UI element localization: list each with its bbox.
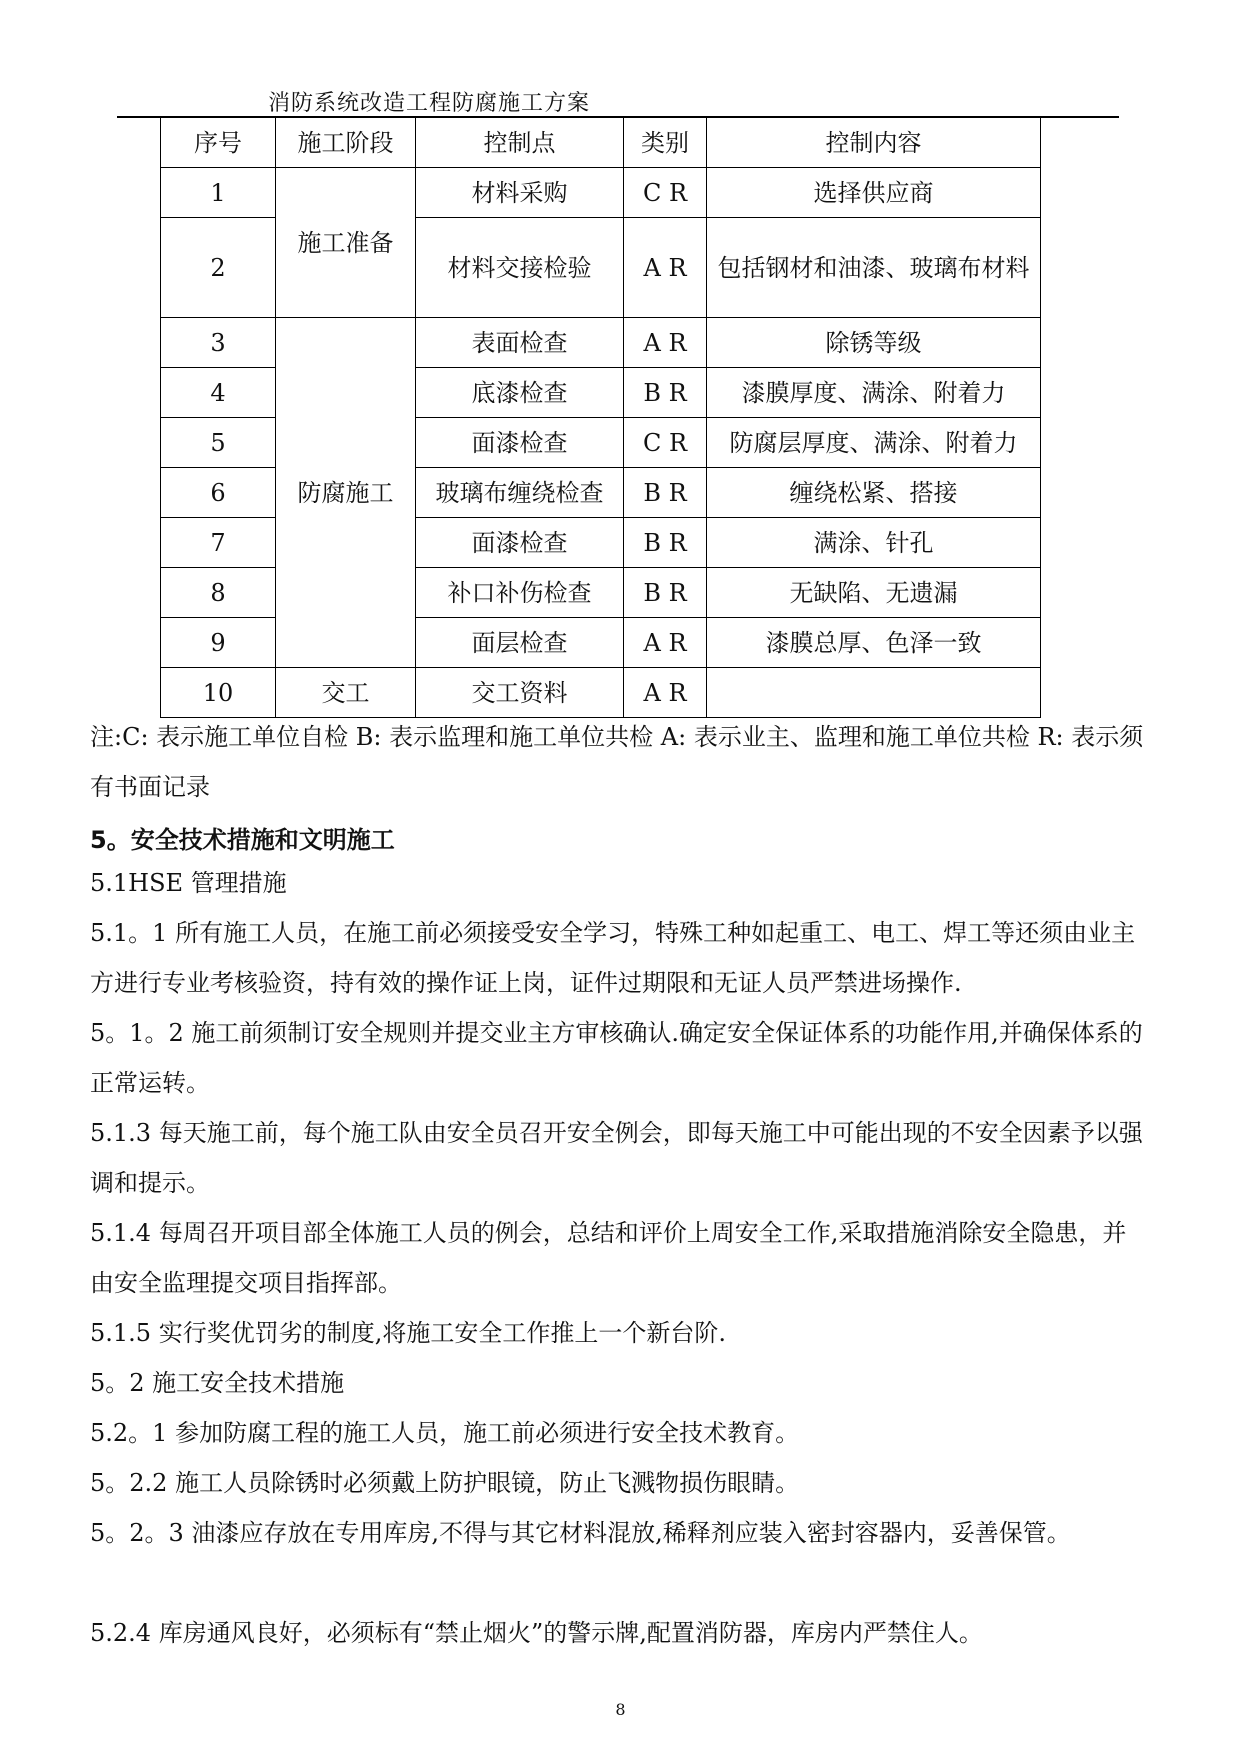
cell-category: B R [624, 468, 707, 518]
cell-no: 1 [161, 168, 276, 218]
cell-category: C R [624, 168, 707, 218]
cell-point: 补口补伤检查 [416, 568, 624, 618]
section-heading: 5。安全技术措施和文明施工 [90, 826, 395, 854]
cell-content [707, 668, 1041, 718]
page-header-title: 消防系统改造工程防腐施工方案 [268, 91, 591, 116]
paragraph-5-2-4: 5.2.4 库房通风良好，必须标有“禁止烟火”的警示牌,配置消防器，库房内严禁住人。 [90, 1619, 983, 1647]
cell-no: 3 [161, 318, 276, 368]
cell-point: 面层检查 [416, 618, 624, 668]
col-header-no: 序号 [161, 118, 276, 168]
control-table [160, 117, 1041, 718]
col-header-point: 控制点 [416, 118, 624, 168]
cell-no: 5 [161, 418, 276, 468]
cell-content: 除锈等级 [707, 318, 1041, 368]
cell-content: 满涂、针孔 [707, 518, 1041, 568]
paragraph-5-2-3: 5。2。3 油漆应存放在专用库房,不得与其它材料混放,稀释剂应装入密封容器内，妥善保管。 [90, 1519, 1071, 1547]
cell-no: 8 [161, 568, 276, 618]
cell-content: 无缺陷、无遗漏 [707, 568, 1041, 618]
cell-category: B R [624, 518, 707, 568]
cell-category: B R [624, 368, 707, 418]
col-header-content: 控制内容 [707, 118, 1041, 168]
subsection-5-2: 5。2 施工安全技术措施 [90, 1369, 345, 1397]
paragraph-5-1-4: 5.1.4 每周召开项目部全体施工人员的例会，总结和评价上周安全工作,采取措施消除安全隐患，并由安全监理提交项目指挥部。 [90, 1219, 1127, 1297]
cell-stage-prep: 施工准备 [276, 168, 416, 318]
page-number: 8 [615, 1700, 626, 1719]
cell-no: 10 [161, 668, 276, 718]
cell-point: 面漆检查 [416, 518, 624, 568]
table-note: 注:C: 表示施工单位自检 B: 表示监理和施工单位共检 A: 表示业主、监理和施工单位共检 R: 表示须有书面记录 [90, 723, 1144, 801]
cell-point: 材料采购 [416, 168, 624, 218]
cell-point: 面漆检查 [416, 418, 624, 468]
table-row [161, 168, 1041, 218]
cell-no: 6 [161, 468, 276, 518]
cell-no: 4 [161, 368, 276, 418]
cell-content: 缠绕松紧、搭接 [707, 468, 1041, 518]
cell-content: 选择供应商 [707, 168, 1041, 218]
table-row [161, 318, 1041, 368]
paragraph-5-1-3: 5.1.3 每天施工前，每个施工队由安全员召开安全例会，即每天施工中可能出现的不安全因素予以强调和提示。 [90, 1119, 1143, 1197]
paragraph-5-2-2: 5。2.2 施工人员除锈时必须戴上防护眼镜，防止飞溅物损伤眼睛。 [90, 1469, 800, 1497]
cell-no: 2 [161, 218, 276, 318]
paragraph-5-1-1: 5.1。1 所有施工人员，在施工前必须接受安全学习，特殊工种如起重工、电工、焊工等还须由业主方进行专业考核验资，持有效的操作证上岗，证件过期限和无证人员严禁进场操作. [90, 919, 1136, 997]
subsection-5-1: 5.1HSE 管理措施 [90, 869, 287, 897]
cell-no: 7 [161, 518, 276, 568]
cell-stage-anticorrosion: 防腐施工 [276, 318, 416, 668]
cell-content: 漆膜总厚、色泽一致 [707, 618, 1041, 668]
table-header-row [161, 118, 1041, 168]
cell-category: A R [624, 668, 707, 718]
cell-point: 表面检查 [416, 318, 624, 368]
cell-point: 底漆检查 [416, 368, 624, 418]
cell-point: 材料交接检验 [416, 218, 624, 318]
cell-stage-handover: 交工 [276, 668, 416, 718]
col-header-category: 类别 [624, 118, 707, 168]
cell-category: A R [624, 618, 707, 668]
paragraph-5-1-5: 5.1.5 实行奖优罚劣的制度,将施工安全工作推上一个新台阶. [90, 1319, 726, 1347]
cell-category: A R [624, 318, 707, 368]
table-row [161, 668, 1041, 718]
cell-content: 漆膜厚度、满涂、附着力 [707, 368, 1041, 418]
cell-category: C R [624, 418, 707, 468]
cell-point: 玻璃布缠绕检查 [416, 468, 624, 518]
cell-no: 9 [161, 618, 276, 668]
cell-point: 交工资料 [416, 668, 624, 718]
cell-category: A R [624, 218, 707, 318]
cell-content: 防腐层厚度、满涂、附着力 [707, 418, 1041, 468]
cell-category: B R [624, 568, 707, 618]
cell-content: 包括钢材和油漆、玻璃布材料 [707, 218, 1041, 318]
paragraph-5-1-2: 5。1。2 施工前须制订安全规则并提交业主方审核确认.确定安全保证体系的功能作用,并确保体系的正常运转。 [90, 1019, 1143, 1097]
paragraph-5-2-1: 5.2。1 参加防腐工程的施工人员，施工前必须进行安全技术教育。 [90, 1419, 800, 1447]
col-header-stage: 施工阶段 [276, 118, 416, 168]
